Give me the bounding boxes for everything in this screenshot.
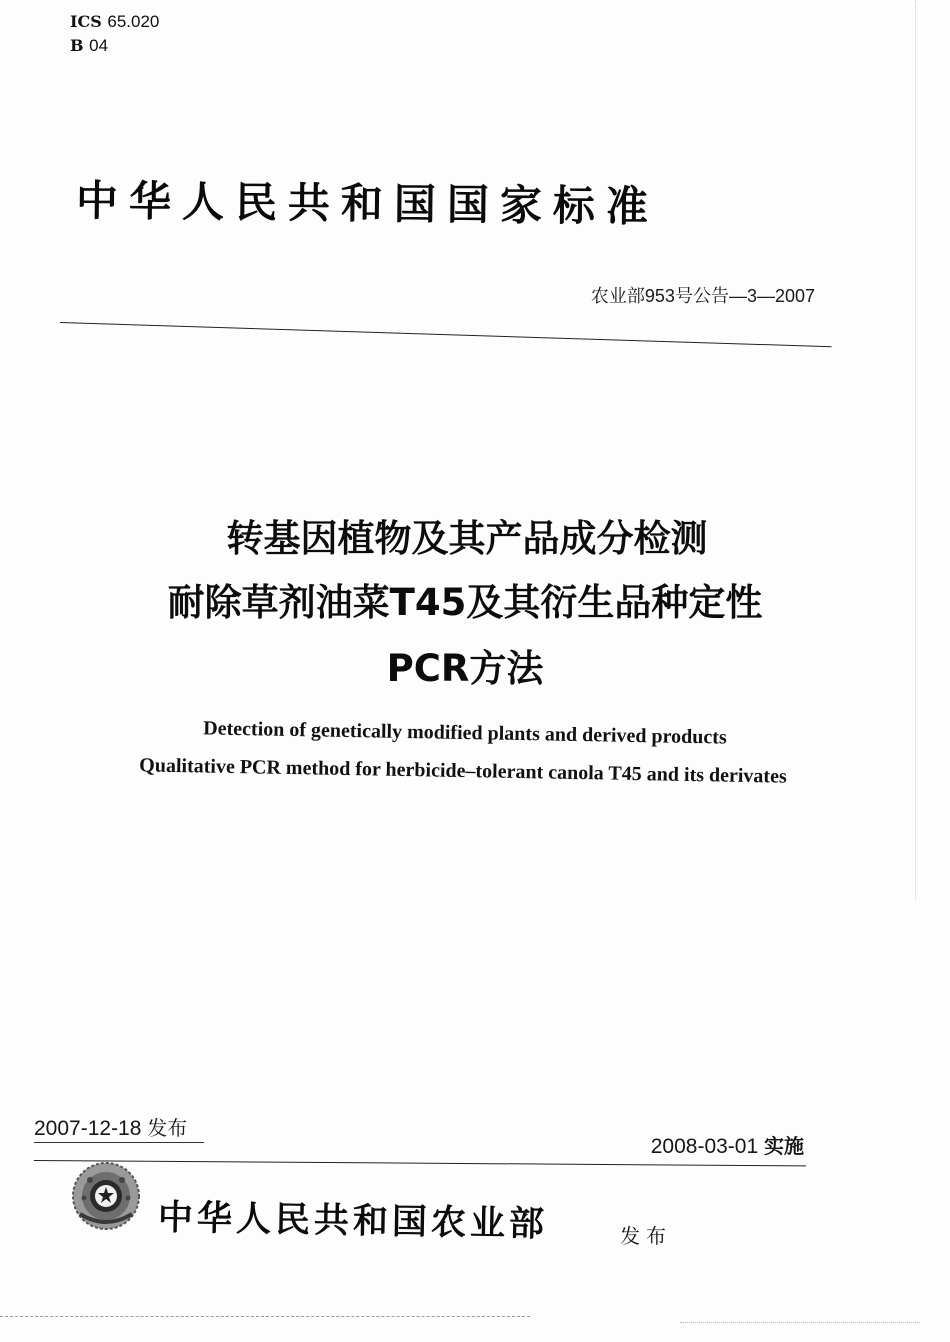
top-divider (60, 322, 832, 347)
standard-number: 农业部953号公告—3—2007 (590, 286, 815, 306)
implementation-date-value: 2008-03-01 (650, 1135, 759, 1158)
ccs-classification (70, 36, 108, 56)
bottom-divider (34, 1160, 806, 1166)
title-zh-line-1: 转基因植物及其产品成分检测 (226, 517, 708, 560)
scan-artifact-line (0, 1316, 530, 1317)
ccs-code: 04 (89, 36, 109, 55)
implementation-date (651, 1130, 804, 1159)
issue-date-label: 发布 (147, 1116, 188, 1140)
emblem-graphic (70, 1160, 142, 1232)
issue-underline (34, 1142, 204, 1143)
ics-code: 65.020 (107, 12, 160, 31)
national-standard-title: 中华人民共和国国家标准 (75, 176, 660, 232)
title-en-line-1: Detection of genetically modified plants and derived products (203, 717, 727, 749)
publisher-name: 中华人民共和国农业部 (157, 1197, 549, 1245)
publisher-label: 发布 (620, 1224, 672, 1248)
scan-artifact-edge (915, 0, 916, 900)
title-zh-line-2: 耐除草剂油菜T45及其衍生品种定性 (167, 581, 763, 624)
title-zh-line-3: PCR方法 (386, 647, 544, 690)
ccs-label: B (70, 36, 84, 55)
issue-date-value: 2007-12-18 (34, 1117, 142, 1140)
title-en-line-2: Qualitative PCR method for herbicide–tolerant canola T45 and its derivates (139, 754, 787, 788)
implementation-date-label: 实施 (764, 1134, 804, 1158)
scan-artifact-line-2 (680, 1322, 920, 1323)
ics-label: ICS (70, 12, 102, 31)
issue-date (34, 1112, 187, 1141)
national-emblem-icon (70, 1160, 142, 1232)
ics-classification (70, 12, 159, 32)
